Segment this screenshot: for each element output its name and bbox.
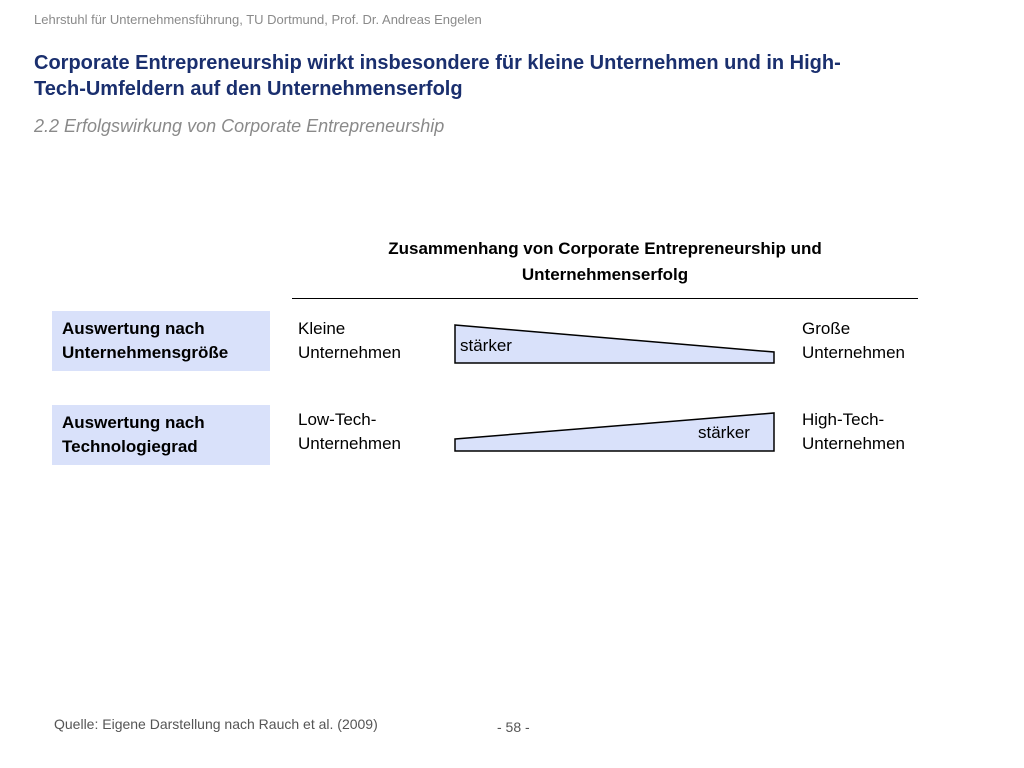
slide-title bbox=[34, 50, 974, 102]
right-label-line-2: Unternehmen bbox=[802, 434, 906, 453]
source-note: Quelle: Eigene Darstellung nach Rauch et al. (2009) bbox=[54, 716, 378, 732]
left-label-line-1: Kleine bbox=[298, 319, 346, 338]
evaluation-box-line-1: Auswertung nach bbox=[62, 413, 205, 432]
chair-header: Lehrstuhl für Unternehmensführung, TU Dortmund, Prof. Dr. Andreas Engelen bbox=[34, 12, 482, 27]
evaluation-box-technology-level bbox=[52, 405, 270, 465]
evaluation-box-company-size bbox=[52, 311, 270, 371]
right-label-large-companies bbox=[802, 317, 905, 365]
left-label-line-2: Unternehmen bbox=[298, 343, 402, 362]
evaluation-box-line-1: Auswertung nach bbox=[62, 319, 205, 338]
left-label-low-tech bbox=[298, 408, 401, 456]
slide-subtitle: 2.2 Erfolgswirkung von Corporate Entrepreneurship bbox=[34, 116, 445, 136]
diagram-divider bbox=[292, 298, 918, 299]
diagram-title bbox=[292, 236, 918, 288]
slide-title-line-1: Corporate Entrepreneurship wirkt insbesondere für kleine Unternehmen und in High- bbox=[34, 52, 841, 74]
page-number: - 58 - bbox=[497, 719, 530, 735]
diagram-title-line-1: Zusammenhang von Corporate Entrepreneurship und bbox=[388, 239, 822, 258]
slide-title-line-2: Tech-Umfeldern auf den Unternehmenserfolg bbox=[34, 78, 463, 100]
wedge-label-stronger-right: stärker bbox=[698, 423, 750, 442]
left-label-line-2: Unternehmen bbox=[298, 434, 402, 453]
right-label-line-1: Große bbox=[802, 319, 851, 338]
wedge-label-stronger-left: stärker bbox=[460, 336, 512, 355]
diagram-title-line-2: Unternehmenserfolg bbox=[521, 265, 689, 284]
evaluation-box-line-2: Unternehmensgröße bbox=[62, 343, 229, 362]
left-label-small-companies bbox=[298, 317, 401, 365]
left-label-line-1: Low-Tech- bbox=[298, 410, 377, 429]
right-label-line-2: Unternehmen bbox=[802, 343, 906, 362]
evaluation-box-line-2: Technologiegrad bbox=[62, 437, 198, 456]
right-label-line-1: High-Tech- bbox=[802, 410, 885, 429]
right-label-high-tech bbox=[802, 408, 905, 456]
